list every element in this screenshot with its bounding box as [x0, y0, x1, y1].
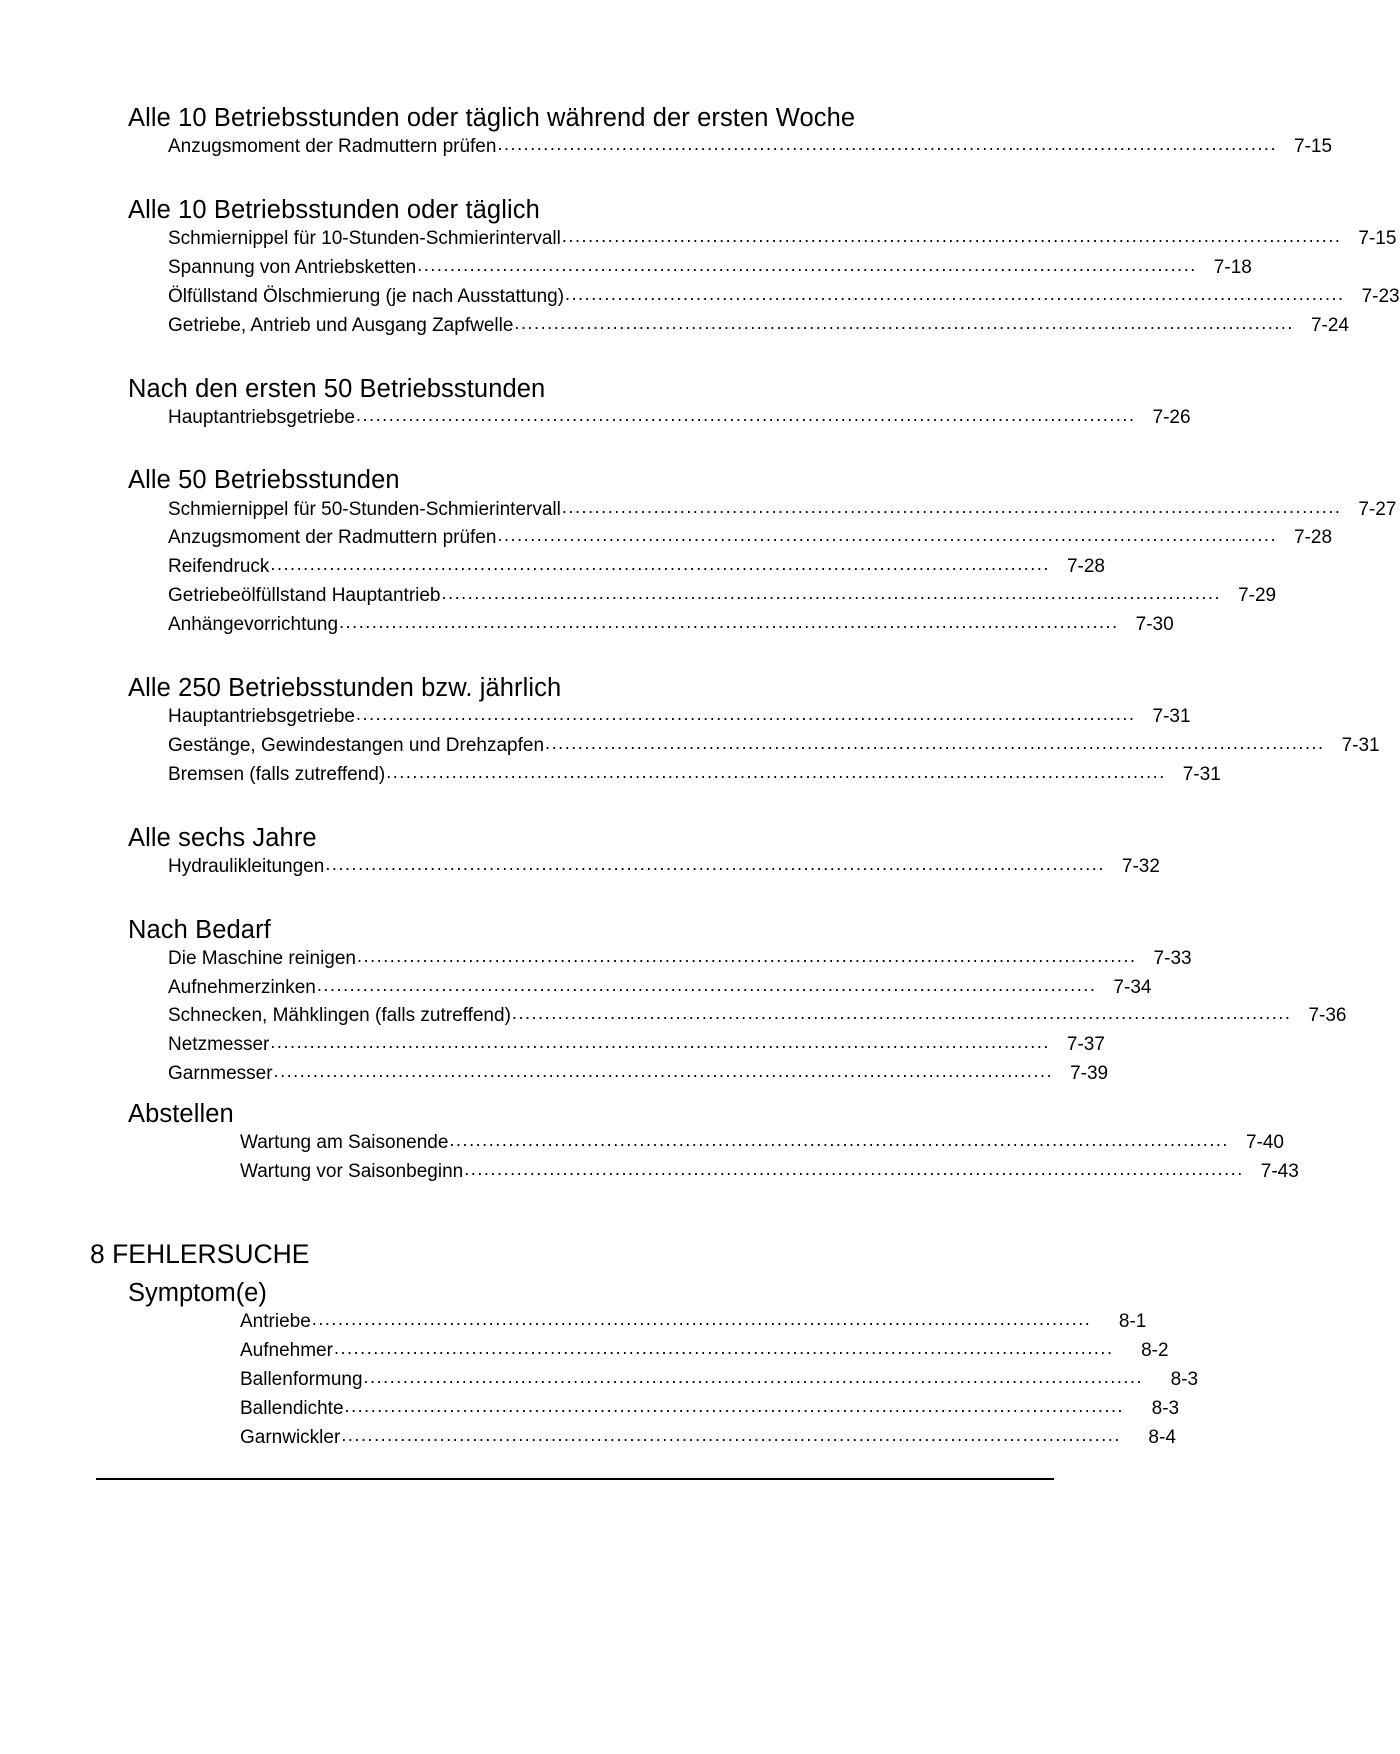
dot-leader: .......................................................................................................................	[561, 226, 1342, 247]
toc-entry[interactable]	[128, 254, 1252, 283]
section-entries	[128, 133, 1333, 162]
entry-page-number: 7-28	[1294, 527, 1333, 549]
entry-page-number: 7-24	[1310, 314, 1349, 336]
section-heading: Alle 250 Betriebsstunden bzw. jährlich	[128, 673, 562, 702]
dot-leader: .......................................................................................................................	[316, 974, 1097, 995]
dot-leader: .......................................................................................................................	[357, 945, 1137, 966]
entry-label: Anzugsmoment der Radmuttern prüfen	[168, 136, 497, 158]
toc-entry[interactable]	[128, 945, 1192, 974]
section-entries	[128, 1129, 1299, 1187]
entry-page-number: 8-3	[1151, 1397, 1180, 1419]
dot-leader: .......................................................................................................................	[325, 853, 1105, 874]
entry-label: Schmiernippel für 10-Stunden-Schmierintervall	[168, 228, 561, 250]
dot-leader: .......................................................................................................................	[511, 1003, 1292, 1024]
toc-entry[interactable]	[128, 703, 1191, 732]
entry-page-number: 7-39	[1070, 1063, 1109, 1085]
toc-content	[90, 103, 1400, 1453]
toc-entry[interactable]	[128, 732, 1380, 761]
dot-leader: .......................................................................................................................	[339, 612, 1119, 633]
toc-entry[interactable]	[128, 1424, 1176, 1453]
spacer	[90, 1271, 1053, 1278]
chapter-block	[90, 1238, 1199, 1453]
entry-page-number: 7-36	[1308, 1005, 1347, 1027]
footer-divider	[96, 1478, 1054, 1480]
dot-leader: .......................................................................................................................	[514, 312, 1294, 333]
entry-page-number: 7-29	[1238, 585, 1277, 607]
chapter-heading: 8 FEHLERSUCHE	[90, 1238, 310, 1269]
entry-label: Getriebe, Antrieb und Ausgang Zapfwelle	[168, 314, 514, 336]
entry-page-number: 7-31	[1341, 734, 1380, 756]
toc-entry[interactable]	[128, 1060, 1109, 1089]
toc-section	[128, 103, 1333, 162]
entry-page-number: 7-23	[1361, 285, 1400, 307]
toc-entry[interactable]	[128, 582, 1277, 611]
entry-label: Anhängevorrichtung	[168, 614, 339, 636]
entry-label: Wartung vor Saisonbeginn	[240, 1161, 464, 1182]
chapter-subheading: Symptom(e)	[128, 1278, 267, 1307]
chapter-entries	[128, 1308, 1199, 1452]
entry-label: Die Maschine reinigen	[168, 947, 356, 969]
toc-entry[interactable]	[128, 1002, 1347, 1031]
spacer	[128, 640, 1053, 673]
entry-label: Antriebe	[240, 1311, 311, 1333]
dot-leader: .......................................................................................................................	[497, 525, 1278, 546]
toc-section	[128, 823, 1160, 882]
entry-page-number: 7-30	[1135, 614, 1174, 636]
entry-label: Netzmesser	[168, 1034, 270, 1056]
entry-label: Anzugsmoment der Radmuttern prüfen	[168, 527, 497, 549]
toc-entry[interactable]	[128, 524, 1333, 553]
section-heading: Alle 50 Betriebsstunden	[128, 466, 400, 495]
dot-leader: .......................................................................................................................	[386, 761, 1166, 782]
toc-entry[interactable]	[128, 611, 1174, 640]
toc-entry[interactable]	[128, 761, 1221, 790]
entry-page-number: 7-15	[1358, 228, 1397, 250]
entry-page-number: 8-1	[1118, 1311, 1147, 1333]
entry-label: Ballenformung	[240, 1369, 363, 1391]
toc-entry[interactable]	[128, 1308, 1147, 1337]
entry-page-number: 8-3	[1170, 1369, 1199, 1391]
entry-label: Aufnehmer	[240, 1340, 333, 1362]
entry-page-number: 8-2	[1141, 1340, 1169, 1362]
dot-leader: .......................................................................................................................	[441, 583, 1222, 604]
entry-label: Ballendichte	[240, 1397, 344, 1419]
entry-label: Bremsen (falls zutreffend)	[168, 763, 386, 785]
toc-section	[128, 915, 1347, 1089]
spacer	[128, 790, 1053, 823]
toc-entry[interactable]	[128, 853, 1160, 882]
dot-leader: .......................................................................................................................	[417, 254, 1197, 275]
spacer	[128, 1089, 1053, 1099]
section-heading: Alle sechs Jahre	[128, 823, 317, 852]
entry-page-number: 7-32	[1121, 855, 1160, 877]
entry-label: Schnecken, Mähklingen (falls zutreffend)	[168, 1005, 511, 1027]
toc-entry[interactable]	[128, 1158, 1299, 1187]
dot-leader: .......................................................................................................................	[545, 732, 1325, 753]
toc-entry[interactable]	[128, 974, 1152, 1003]
toc-entry[interactable]	[128, 553, 1105, 582]
section-heading: Alle 10 Betriebsstunden oder täglich während der ersten Woche	[128, 104, 856, 132]
entry-page-number: 7-18	[1213, 256, 1252, 278]
section-entries	[128, 945, 1347, 1089]
entry-label: Spannung von Antriebsketten	[168, 256, 417, 278]
toc-section	[128, 195, 1400, 341]
toc-entry[interactable]	[128, 1129, 1284, 1158]
section-entries	[128, 404, 1191, 433]
toc-section	[128, 465, 1397, 639]
toc-section	[128, 673, 1380, 790]
dot-leader: .......................................................................................................................	[311, 1309, 1092, 1330]
toc-entry[interactable]	[128, 312, 1349, 341]
dot-leader: .......................................................................................................................	[449, 1130, 1229, 1151]
toc-entry[interactable]	[128, 283, 1400, 312]
entry-page-number: 7-40	[1245, 1132, 1284, 1154]
toc-entry[interactable]	[128, 1366, 1199, 1395]
entry-label: Ölfüllstand Ölschmierung (je nach Ausstattung)	[168, 285, 565, 307]
dot-leader: .......................................................................................................................	[565, 283, 1345, 304]
spacer	[128, 341, 1053, 374]
spacer	[128, 1187, 1053, 1239]
entry-label: Garnmesser	[168, 1063, 273, 1085]
dot-leader: .......................................................................................................................	[561, 496, 1342, 517]
entry-label: Aufnehmerzinken	[168, 976, 316, 998]
entry-page-number: 7-26	[1152, 406, 1191, 428]
toc-entry[interactable]	[128, 404, 1191, 433]
entry-page-number: 7-34	[1113, 976, 1152, 998]
entry-page-number: 7-31	[1152, 706, 1191, 728]
section-heading: Alle 10 Betriebsstunden oder täglich	[128, 195, 540, 224]
entry-label: Schmiernippel für 50-Stunden-Schmierintervall	[168, 498, 561, 520]
section-entries	[128, 853, 1160, 882]
spacer	[128, 882, 1053, 915]
dot-leader: .......................................................................................................................	[270, 1032, 1050, 1053]
toc-entry[interactable]	[128, 225, 1397, 254]
entry-page-number: 7-33	[1153, 947, 1192, 969]
section-entries	[128, 703, 1380, 790]
toc-section	[128, 374, 1191, 433]
dot-leader: .......................................................................................................................	[333, 1338, 1114, 1359]
entry-page-number: 7-28	[1066, 556, 1105, 578]
dot-leader: .......................................................................................................................	[344, 1395, 1125, 1416]
section-entries	[128, 496, 1397, 640]
dot-leader: .......................................................................................................................	[273, 1061, 1054, 1082]
entry-label: Hydraulikleitungen	[168, 855, 325, 877]
spacer	[128, 162, 1053, 195]
entry-page-number: 7-43	[1260, 1161, 1299, 1182]
entry-label: Garnwickler	[240, 1426, 341, 1448]
toc-entry[interactable]	[128, 1395, 1180, 1424]
entry-page-number: 7-15	[1294, 136, 1333, 158]
entry-page-number: 7-27	[1358, 498, 1397, 520]
dot-leader: .......................................................................................................................	[355, 704, 1136, 725]
spacer	[128, 432, 1053, 465]
toc-entry[interactable]	[128, 496, 1397, 525]
entry-label: Hauptantriebsgetriebe	[168, 706, 355, 728]
section-heading: Nach den ersten 50 Betriebsstunden	[128, 374, 546, 403]
dot-leader: .......................................................................................................................	[464, 1159, 1244, 1179]
entry-label: Hauptantriebsgetriebe	[168, 406, 355, 428]
dot-leader: .......................................................................................................................	[270, 554, 1050, 575]
dot-leader: .......................................................................................................................	[341, 1424, 1121, 1445]
toc-entry[interactable]	[128, 133, 1333, 162]
toc-section	[128, 1099, 1299, 1187]
entry-label: Getriebeölfüllstand Hauptantrieb	[168, 585, 441, 607]
dot-leader: .......................................................................................................................	[497, 134, 1278, 155]
entry-label: Reifendruck	[168, 556, 270, 578]
toc-entry[interactable]	[128, 1337, 1169, 1366]
section-entries	[128, 225, 1400, 341]
entry-page-number: 7-31	[1182, 763, 1221, 785]
entry-page-number: 7-37	[1066, 1034, 1105, 1056]
entry-label: Gestänge, Gewindestangen und Drehzapfen	[168, 734, 545, 756]
section-heading: Abstellen	[128, 1100, 234, 1129]
dot-leader: .......................................................................................................................	[363, 1367, 1144, 1388]
toc-entry[interactable]	[128, 1031, 1105, 1060]
dot-leader: .......................................................................................................................	[355, 404, 1136, 425]
section-heading: Nach Bedarf	[128, 915, 271, 944]
entry-page-number: 8-4	[1148, 1426, 1176, 1448]
entry-label: Wartung am Saisonende	[240, 1132, 449, 1154]
